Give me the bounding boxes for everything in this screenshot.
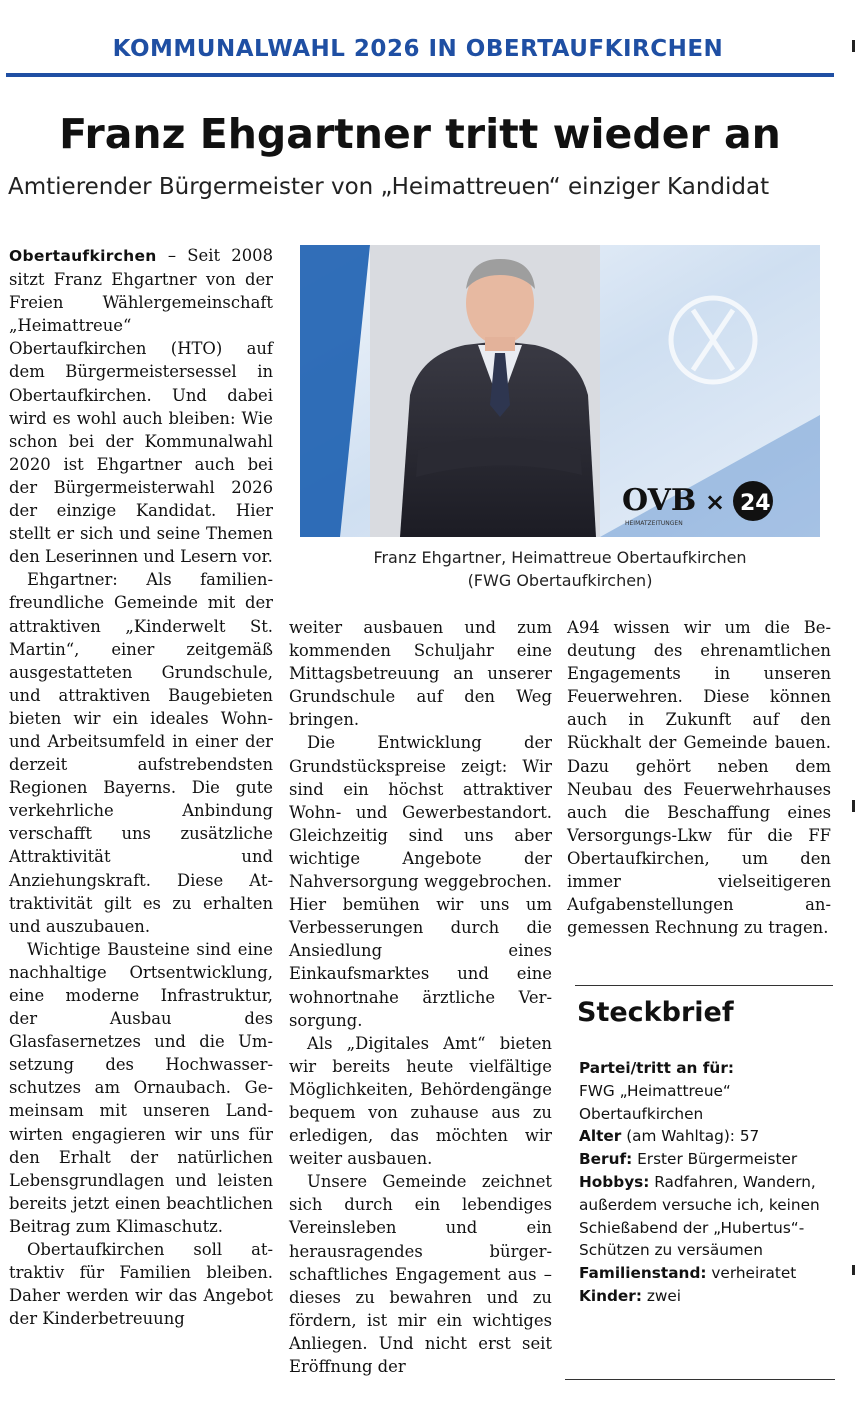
profile-value: zwei	[641, 1286, 682, 1305]
profile-label: Beruf:	[579, 1150, 633, 1169]
profile-label: Familienstand:	[579, 1264, 707, 1283]
kicker-rule	[6, 73, 834, 77]
profile-title: Steckbrief	[577, 997, 734, 1028]
profile-hobbies	[579, 1171, 835, 1262]
profile-value: Erster Bürgermeister	[632, 1150, 798, 1169]
dateline: Obertaufkirchen	[9, 247, 157, 265]
profile-top-rule	[575, 985, 833, 986]
profile-marital	[579, 1262, 835, 1285]
article-paragraph: Die Entwicklung der Grundstückspreise zeigt: Wir sind ein höchst attraktiver Wohn- und Gewerbestandort. Gleichzeitig sind uns aber wichtige Angebote der Nahversorgung weggebrochen. Hier bemühen wir uns um Verbesserungen durch die Ansiedlung eines Einkaufsmarktes und eine wohnortnahe ärztliche Versorgung.	[289, 733, 552, 1030]
lead-text: – Seit 2008 sitzt Franz Ehgartner von der Freien Wählergemeinschaft „Heimattreue“ Obertaufkirchen (HTO) auf dem Bürgermeistersessel in Obertaufkirchen. Und dabei wird es wohl auch bleiben: Wie schon bei der Kommunalwahl 2020 ist Ehgartner auch bei der Bürgermeisterwahl 2026 der einzige Kandidat. Hier stellt er sich und seine Themen den Leserinnen und Lesern vor.	[9, 246, 273, 567]
profile-value: verheiratet	[706, 1264, 797, 1283]
profile-label: Alter	[579, 1127, 622, 1146]
profile-age	[579, 1125, 835, 1148]
profile-label: Kinder:	[579, 1286, 642, 1305]
article-paragraph: Als „Digitales Amt“ bieten wir bereits heute vielfältige Möglichkeiten, Behördengänge bequem von zuhause aus zu erledigen, das möchten wir weiter ausbauen.	[289, 1033, 552, 1169]
profile-party	[579, 1057, 835, 1125]
profile-label: Partei/tritt an für:	[579, 1059, 734, 1077]
page-edge-mark	[852, 800, 855, 812]
logo-ovb-text: OVB	[622, 483, 697, 518]
article-column-2	[289, 616, 552, 1378]
portrait-figure	[370, 245, 600, 537]
lead-paragraph	[9, 244, 273, 568]
logo-24-text: 24	[740, 491, 771, 516]
caption-line: Franz Ehgartner, Heimattreue Obertaufkirchen	[373, 548, 747, 567]
headline: Franz Ehgartner tritt wieder an	[59, 110, 781, 158]
article-paragraph: Obertaufkirchen soll attraktiv für Familien bleiben. Daher werden wir das Angebot der Kinderbetreuung	[9, 1240, 273, 1329]
profile-label: Hobbys:	[579, 1172, 650, 1191]
caption-line: (FWG Obertaufkirchen)	[467, 571, 653, 590]
logo-sub-text: HEIMATZEITUNGEN	[625, 520, 683, 527]
profile-box	[565, 985, 835, 1380]
profile-job	[579, 1148, 835, 1171]
photo-caption	[300, 546, 820, 592]
profile-value: Radfahren, Wandern, außerdem versuche ich, keinen Schießabend der „Hubertus“-Schützen zu versäumen	[579, 1172, 820, 1260]
article-paragraph: weiter ausbauen und zum kommenden Schuljahr eine Mittagsbetreuung an unserer Grundschule auf den Weg bringen.	[289, 618, 552, 730]
profile-value: FWG „Heimattreue“ Obertaufkirchen	[579, 1081, 731, 1123]
article-paragraph: Ehgartner: Als familienfreundliche Gemeinde mit der attraktiven „Kinderwelt St. Martin“, einer zeitgemäß ausgestatteten Grundschule, und attraktiven Baugebieten bieten wir ein ideales Wohn- und Arbeitsumfeld in einer der derzeit aufstrebendsten Regionen Bayerns. Die gute verkehrliche Anbindung verschafft uns zusätzliche Attraktivität und Anziehungskraft. Diese Attraktivität gilt es zu erhalten und auszubauen.	[9, 570, 273, 936]
profile-children	[579, 1285, 835, 1308]
article-paragraph: A94 wissen wir um die Bedeutung des ehrenamtlichen Engagements in unseren Feuerwehren. Diese können auch in Zukunft auf den Rückhalt der Gemeinde bauen. Dazu gehört neben dem Neubau des Feuerwehrhauses auch die Beschaffung eines Versorgungs-Lkw für die FF Obertaufkirchen, um den immer vielseitigeren Aufgabenstellungen angemessen Rechnung zu tragen.	[567, 618, 831, 938]
profile-body	[579, 1057, 835, 1308]
article-column-3	[567, 616, 831, 939]
logo-times-text: ×	[705, 488, 726, 516]
photo-illustration	[300, 245, 820, 537]
profile-bottom-rule	[565, 1379, 835, 1380]
article-column-1	[9, 244, 273, 1330]
section-kicker: KOMMUNALWAHL 2026 IN OBERTAUFKIRCHEN	[112, 36, 724, 62]
page-edge-mark	[852, 40, 855, 52]
subheadline: Amtierender Bürgermeister von „Heimattreuen“ einziger Kandidat	[8, 174, 770, 200]
page-edge-mark	[852, 1265, 855, 1275]
profile-value: (am Wahltag): 57	[621, 1127, 760, 1146]
article-paragraph: Wichtige Bausteine sind eine nachhaltige Ortsentwicklung, eine moderne Infrastruktur, der Ausbau des Glasfasernetzes und die Umsetzung des Hochwasserschutzes am Ornaubach. Gemeinsam mit unseren Landwirten engagieren wir uns für den Erhalt der natürlichen Lebensgrundlagen und leisten bereits jetzt einen beachtlichen Beitrag zum Klimaschutz.	[9, 939, 273, 1236]
article-paragraph: Unsere Gemeinde zeichnet sich durch ein lebendiges Vereinsleben und ein herausragendes bürgerschaftliches Engagement aus – dieses zu bewahren und zu fördern, ist mir ein wichtiges Anliegen. Und nicht erst seit Eröffnung der	[289, 1172, 552, 1376]
candidate-photo	[300, 245, 820, 537]
